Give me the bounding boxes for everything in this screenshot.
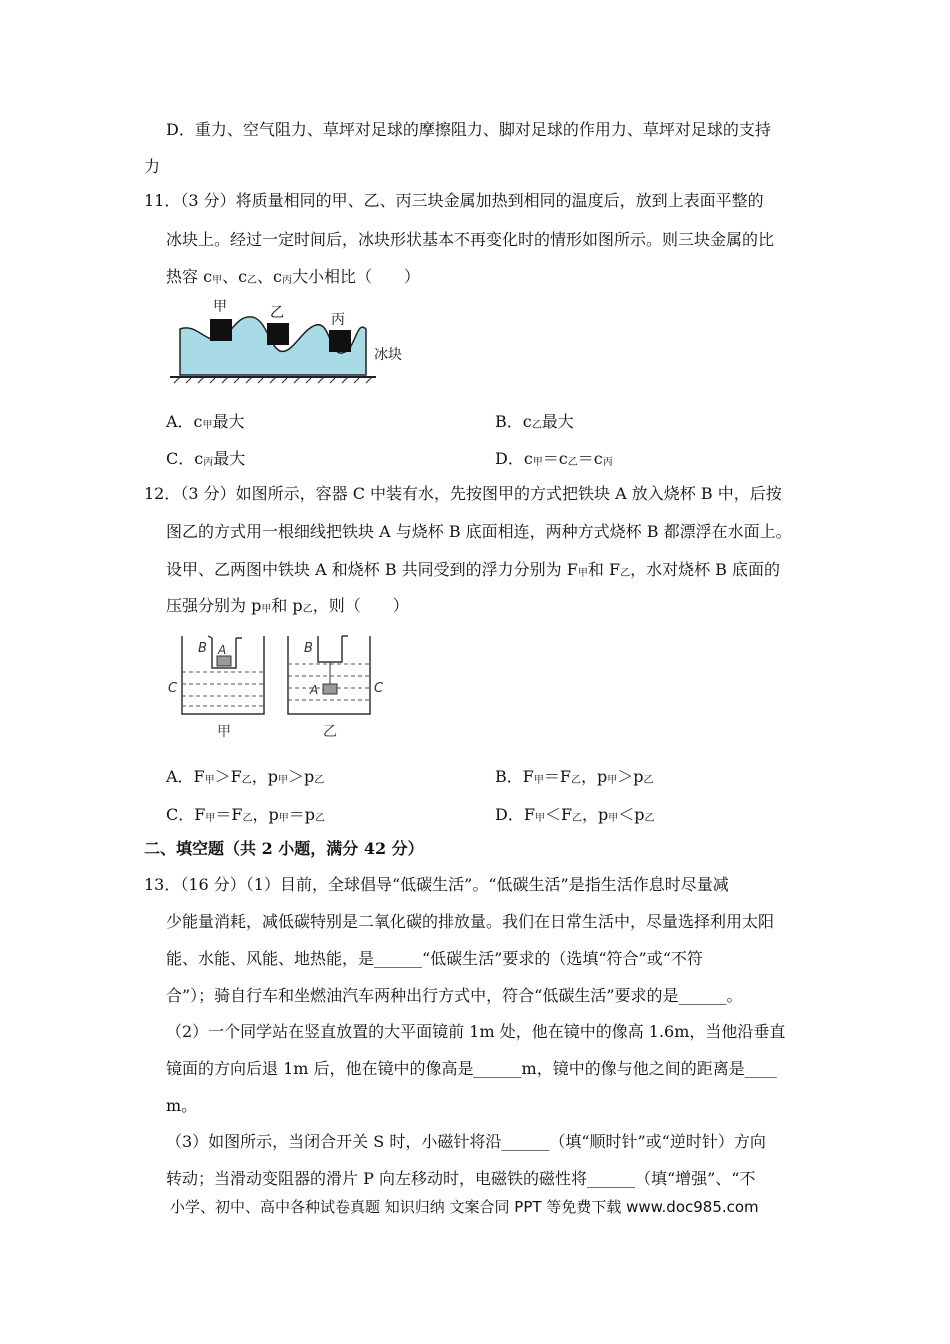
svg-text:B: B [198, 641, 207, 656]
q11-option-b: B．c乙最大 [495, 412, 574, 431]
q13-line3: 能、水能、风能、地热能，是______“低碳生活”要求的（选填“符合”或“不符 [166, 949, 703, 968]
label-jia: 甲 [213, 299, 227, 315]
iron-block-a-jia [217, 656, 231, 666]
q13-line8: （3）如图所示，当闭合开关 S 时，小磁针将沿______（填“顺时针”或“逆时针）方向 [166, 1132, 766, 1151]
q11-stem-line1: 11．（3 分）将质量相同的甲、乙、丙三块金属加热到相同的温度后，放到上表面平整的 [144, 191, 764, 210]
svg-text:B: B [304, 641, 313, 656]
beaker-figure [166, 630, 396, 745]
q11-stem-line3: 热容 c甲、c乙、c丙大小相比（ ） [166, 267, 421, 286]
q13-line1: 13．（16 分）（1）目前，全球倡导“低碳生活”。“低碳生活”是指生活作息时尽量减 [144, 875, 729, 894]
q11-option-c: C．c丙最大 [166, 449, 246, 468]
q11-stem-line2: 冰块上。经过一定时间后，冰块形状基本不再变化时的情形如图所示。则三块金属的比 [166, 230, 775, 249]
q12-option-b: B．F甲＝F乙，p甲＞p乙 [495, 767, 654, 786]
label-yi: 乙 [270, 305, 284, 321]
svg-text:甲: 甲 [217, 724, 231, 740]
q13-line9: 转动；当滑动变阻器的滑片 P 向左移动时，电磁铁的磁性将______（填“增强”、“不 [166, 1169, 756, 1188]
beaker-b-yi [318, 636, 348, 662]
label-ice: 冰块 [374, 347, 402, 363]
q12-option-c: C．F甲＝F乙，p甲＝p乙 [166, 805, 325, 824]
svg-text:C: C [168, 681, 178, 696]
container-jia [168, 636, 264, 740]
q12-stem-line4: 压强分别为 p甲和 p乙，则（ ） [166, 596, 409, 615]
svg-text:乙: 乙 [323, 724, 337, 740]
q10-option-d-line2: 力 [144, 157, 161, 176]
metal-block-jia [210, 319, 232, 341]
q12-stem-line2: 图乙的方式用一根细线把铁块 A 与烧杯 B 底面相连，两种方式烧杯 B 都漂浮在水面上。 [166, 522, 792, 541]
svg-text:C: C [374, 681, 384, 696]
label-bing: 丙 [331, 312, 345, 328]
ice-block-figure [166, 295, 426, 385]
q13-line5: （2）一个同学站在竖直放置的大平面镜前 1m 处，他在镜中的像高 1.6m，当他沿垂直 [166, 1022, 786, 1041]
container-yi [288, 636, 384, 740]
q13-line7: m。 [166, 1096, 198, 1115]
q11-option-d: D．c甲＝c乙＝c丙 [495, 449, 613, 468]
section-heading: 二、填空题（共 2 小题，满分 42 分） [144, 839, 424, 858]
q12-option-d: D．F甲＜F乙，p甲＜p乙 [495, 805, 655, 824]
q10-option-d-line1: D．重力、空气阻力、草坪对足球的摩擦阻力、脚对足球的作用力、草坪对足球的支持 [166, 120, 771, 139]
svg-text:A: A [310, 683, 319, 697]
q13-line6: 镜面的方向后退 1m 后，他在镜中的像高是______m，镜中的像与他之间的距离是____ [166, 1059, 777, 1078]
svg-text:A: A [218, 643, 227, 657]
q12-stem-line3: 设甲、乙两图中铁块 A 和烧杯 B 共同受到的浮力分别为 F甲和 F乙，水对烧杯 B 底面的 [166, 560, 780, 579]
q13-line2: 少能量消耗，减低碳特别是二氧化碳的排放量。我们在日常生活中，尽量选择利用太阳 [166, 912, 775, 931]
q11-option-a: A．c甲最大 [166, 412, 245, 431]
metal-block-bing [329, 330, 351, 352]
q13-line4: 合”）；骑自行车和坐燃油汽车两种出行方式中，符合“低碳生活”要求的是______。 [166, 986, 743, 1005]
q12-option-a: A．F甲＞F乙，p甲＞p乙 [166, 767, 325, 786]
iron-block-a-yi [323, 684, 337, 694]
metal-block-yi [267, 323, 289, 345]
footer-text: 小学、初中、高中各种试卷真题 知识归纳 文案合同 PPT 等免费下载 www.doc985.com [170, 1198, 759, 1216]
q12-stem-line1: 12．（3 分）如图所示，容器 C 中装有水，先按图甲的方式把铁块 A 放入烧杯 B 中，后按 [144, 484, 782, 503]
